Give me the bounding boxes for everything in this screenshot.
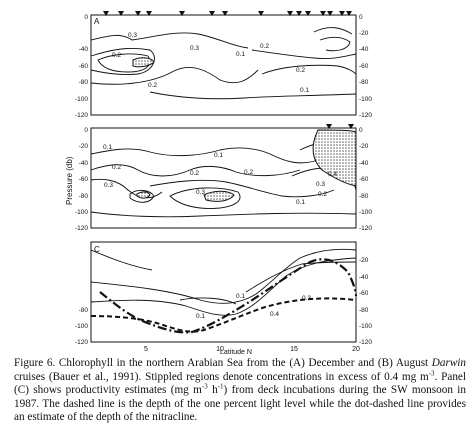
svg-text:-120: -120 xyxy=(359,339,373,346)
svg-text:10: 10 xyxy=(216,346,224,353)
stippled-region xyxy=(204,191,234,201)
x-axis-label: Latitude N xyxy=(220,349,252,355)
svg-text:-120: -120 xyxy=(74,112,88,119)
svg-text:-100: -100 xyxy=(74,96,88,103)
svg-text:0: 0 xyxy=(84,14,88,21)
svg-text:-100: -100 xyxy=(74,323,88,330)
svg-text:0.1: 0.1 xyxy=(300,87,310,94)
svg-text:-120: -120 xyxy=(74,339,88,346)
svg-text:0.1: 0.1 xyxy=(296,199,306,206)
svg-text:-40: -40 xyxy=(359,46,369,53)
panel-frame xyxy=(91,242,356,342)
svg-text:-60: -60 xyxy=(359,290,369,297)
left-axis-ticks xyxy=(75,14,88,119)
svg-text:0.4: 0.4 xyxy=(328,171,338,178)
panel-b xyxy=(65,124,372,232)
svg-text:0.1: 0.1 xyxy=(214,152,224,159)
svg-text:0.2: 0.2 xyxy=(112,164,122,171)
svg-text:-60: -60 xyxy=(359,63,369,70)
svg-text:-120: -120 xyxy=(359,112,373,119)
svg-text:-60: -60 xyxy=(78,176,88,183)
svg-text:0.2: 0.2 xyxy=(260,43,270,50)
svg-text:-120: -120 xyxy=(359,225,373,232)
svg-text:0.3: 0.3 xyxy=(190,45,200,52)
svg-text:0: 0 xyxy=(84,127,88,134)
svg-text:0.1: 0.1 xyxy=(236,51,246,58)
svg-text:15: 15 xyxy=(290,346,298,353)
svg-text:0.2: 0.2 xyxy=(148,82,158,89)
svg-text:0.1: 0.1 xyxy=(236,293,246,300)
svg-text:0.2: 0.2 xyxy=(244,169,254,176)
svg-text:-80: -80 xyxy=(78,193,88,200)
svg-text:0.2: 0.2 xyxy=(296,67,306,74)
svg-text:-100: -100 xyxy=(359,209,373,216)
svg-text:5: 5 xyxy=(144,346,148,353)
figure-caption: Figure 6. Chlorophyll in the northern Arabian Sea from the (A) December and (B) August Darwin cruises (Bauer et al., 1991). Stippled regions denote concentrations in excess of 0.4 mg $m^{-3}$. Panel (C) shows productivity estimates (mg $m^{-3}$ $h^{-1}$) from deck incubations during the SW monsoon in 1987. The dashed line is the depth of the one percent light level while the dot-dashed line provides an estimate of the depth of the nitracline. xyxy=(14,357,466,424)
contours xyxy=(91,249,356,315)
svg-text:-80: -80 xyxy=(359,193,369,200)
svg-text:-40: -40 xyxy=(78,46,88,53)
x-axis-ticks xyxy=(144,346,360,353)
figure-number: Figure 6. xyxy=(14,357,56,369)
svg-text:0.2: 0.2 xyxy=(112,52,122,59)
svg-text:-20: -20 xyxy=(359,257,369,264)
svg-text:-100: -100 xyxy=(359,323,373,330)
contour-labels xyxy=(196,293,311,320)
svg-text:-20: -20 xyxy=(359,30,369,37)
svg-text:-100: -100 xyxy=(359,96,373,103)
panel-c xyxy=(75,242,372,353)
left-axis-ticks xyxy=(75,307,88,346)
right-axis-ticks xyxy=(359,14,372,119)
svg-text:0.4: 0.4 xyxy=(270,311,280,318)
svg-text:-80: -80 xyxy=(78,79,88,86)
svg-text:-60: -60 xyxy=(359,176,369,183)
left-axis-ticks xyxy=(75,127,88,232)
svg-text:-40: -40 xyxy=(359,274,369,281)
svg-text:-20: -20 xyxy=(359,143,369,150)
right-axis-ticks xyxy=(359,127,372,232)
stippled-region xyxy=(137,192,150,198)
svg-text:0: 0 xyxy=(359,127,363,134)
svg-text:0.3: 0.3 xyxy=(104,182,114,189)
svg-text:-120: -120 xyxy=(74,225,88,232)
svg-text:0.3: 0.3 xyxy=(316,181,326,188)
svg-text:-100: -100 xyxy=(74,209,88,216)
svg-text:0.2: 0.2 xyxy=(318,191,328,198)
stippled-region xyxy=(133,58,154,67)
svg-text:-20: -20 xyxy=(78,143,88,150)
svg-text:-40: -40 xyxy=(359,160,369,167)
panel-a xyxy=(75,11,372,119)
svg-text:-60: -60 xyxy=(78,63,88,70)
panel-label: C xyxy=(94,245,100,254)
svg-text:0.1: 0.1 xyxy=(196,313,206,320)
svg-text:-80: -80 xyxy=(359,79,369,86)
svg-text:-40: -40 xyxy=(78,160,88,167)
y-axis-label: Pressure (db) xyxy=(65,156,74,205)
svg-text:-80: -80 xyxy=(359,307,369,314)
right-axis-ticks xyxy=(359,257,372,346)
svg-text:0.2: 0.2 xyxy=(190,170,200,177)
svg-text:0.1: 0.1 xyxy=(103,144,113,151)
svg-text:0.3: 0.3 xyxy=(128,32,138,39)
panel-label: A xyxy=(94,17,100,26)
svg-text:0.3: 0.3 xyxy=(196,189,206,196)
svg-text:-80: -80 xyxy=(78,307,88,314)
svg-text:20: 20 xyxy=(352,346,360,353)
svg-text:0: 0 xyxy=(359,14,363,21)
svg-text:0.3: 0.3 xyxy=(302,295,312,302)
